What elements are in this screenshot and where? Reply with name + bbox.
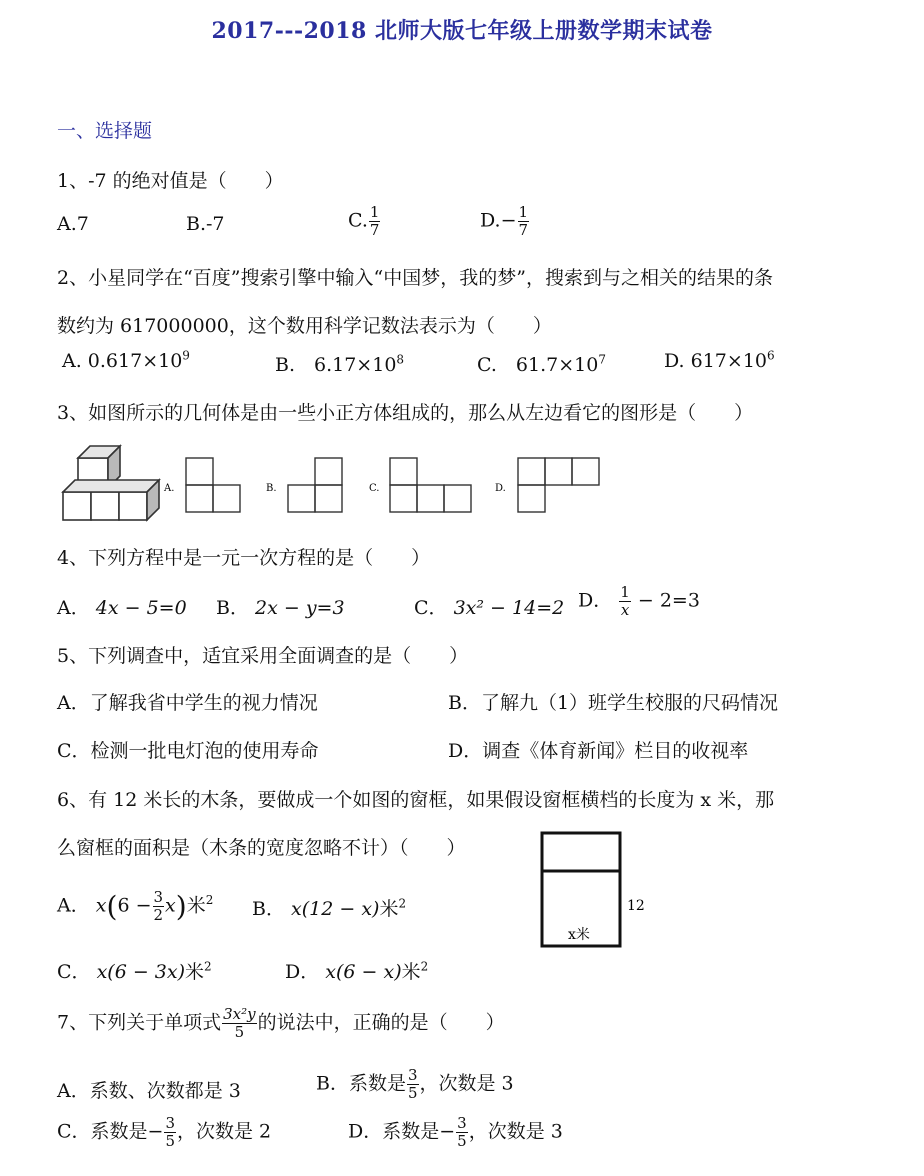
- q6-option-a-lparen: (: [106, 890, 118, 923]
- q7-option-d-pre: D．系数是−: [348, 1120, 456, 1143]
- q6-option-a-fraction: [153, 889, 165, 924]
- q6-option-a-pre: 6 −: [117, 894, 152, 917]
- q6-option-b-unit: 米: [379, 898, 399, 920]
- q7-option-d-fraction: [456, 1115, 468, 1150]
- q1-option-d-num: 1: [518, 203, 529, 221]
- q6-option-a-unit: 米: [186, 894, 206, 917]
- q7-option-b-pre: B．系数是: [316, 1072, 406, 1095]
- q7-stem-post: 的说法中，正确的是（ ）: [257, 1011, 505, 1034]
- q4-option-d-den-var: x: [620, 601, 630, 619]
- q4-option-c-label: C．: [414, 597, 448, 619]
- q4-option-a-expr: 4x − 5=0: [95, 597, 187, 619]
- q7-option-b-num: 3: [407, 1066, 418, 1084]
- q7-option-d: [348, 1115, 563, 1150]
- q7-stem-pre: 7、下列关于单项式: [57, 1011, 222, 1034]
- q7-option-a: A．系数、次数都是 3: [57, 1080, 241, 1102]
- q4-option-c-expr: 3x² − 14=2: [453, 597, 565, 619]
- q6-option-a-den: 2: [153, 906, 164, 924]
- q4-option-b-expr: 2x − y=3: [255, 597, 345, 619]
- q7-option-b-post: ，次数是 3: [419, 1072, 514, 1095]
- q6-option-a-label: A．: [57, 894, 90, 917]
- q7-option-c: [57, 1115, 271, 1150]
- q3-stem: 3、如图所示的几何体是由一些小正方体组成的，那么从左边看它的图形是（ ）: [57, 402, 754, 424]
- q6-frame-bottom-label: x米: [568, 927, 590, 943]
- q3-label-d: D.: [495, 483, 506, 494]
- q2-option-d-text: D. 617×10: [664, 350, 767, 372]
- q6-option-d-expr: x(6 − x): [325, 961, 402, 983]
- q7-stem-num-expr: 3x²y: [223, 1005, 256, 1023]
- q5-option-c: C．检测一批电灯泡的使用寿命: [57, 740, 319, 762]
- q1-option-c-prefix: C.: [348, 209, 368, 232]
- q1-option-d-prefix: D.−: [480, 209, 517, 232]
- q4-stem: 4、下列方程中是一元一次方程的是（ ）: [57, 547, 431, 569]
- q2-stem-line1: 2、小星同学在“百度”搜索引擎中输入“中国梦，我的梦”，搜索到与之相关的结果的条: [57, 267, 773, 289]
- q7-stem-num: [222, 1006, 257, 1024]
- q7-stem-fraction: [222, 1006, 257, 1041]
- q6-option-b: [252, 894, 406, 921]
- q6-frame-side-label: 12: [627, 898, 645, 914]
- q6-stem-line2: 么窗框的面积是（木条的宽度忽略不计）（ ）: [57, 837, 466, 859]
- q2-option-c-text: C. 61.7×10: [477, 354, 599, 376]
- q7-stem-den: 5: [234, 1023, 245, 1041]
- q6-option-d-label: D．: [285, 961, 320, 983]
- q1-option-c-num: 1: [369, 203, 380, 221]
- q7-option-d-den: 5: [457, 1132, 467, 1150]
- q6-option-b-label: B．: [252, 898, 285, 920]
- q7-option-c-num: 3: [165, 1114, 176, 1132]
- q6-option-b-unit-exp: 2: [398, 896, 407, 911]
- q6-option-a-post: x: [165, 894, 176, 917]
- q5-option-a: A．了解我省中学生的视力情况: [57, 692, 318, 714]
- q3-label-a: A.: [164, 483, 175, 494]
- q6-option-a-unit-exp: 2: [205, 893, 214, 908]
- q2-option-a-exp: 9: [182, 348, 190, 363]
- q6-option-c-unit: 米: [185, 961, 205, 983]
- q1-option-b: B.-7: [186, 213, 225, 235]
- q6-option-a-rparen: ): [175, 890, 187, 923]
- q2-option-d-exp: 6: [767, 348, 775, 363]
- q2-option-b-text: B. 6.17×10: [275, 354, 397, 376]
- q6-option-c-expr: x(6 − 3x): [96, 961, 186, 983]
- q6-stem-line1: 6、有 12 米长的木条，要做成一个如图的窗框，如果假设窗框横档的长度为 x 米，那: [57, 789, 775, 811]
- q6-option-d: [285, 957, 428, 984]
- q6-option-d-unit-exp: 2: [420, 959, 429, 974]
- q4-option-d-label: D．: [578, 589, 613, 612]
- q5-stem: 5、下列调查中，适宜采用全面调查的是（ ）: [57, 645, 469, 667]
- q4-option-d-num: 1: [620, 583, 630, 601]
- q5-option-b: B．了解九（1）班学生校服的尺码情况: [448, 692, 779, 714]
- q7-option-d-num: 3: [457, 1114, 467, 1132]
- q1-option-d-den: 7: [518, 221, 529, 239]
- q4-option-d-rest: − 2=3: [637, 589, 700, 612]
- q5-option-d: D．调查《体育新闻》栏目的收视率: [448, 740, 749, 762]
- q7-option-c-pre: C．系数是−: [57, 1120, 164, 1143]
- q2-option-b-exp: 8: [396, 352, 405, 367]
- q7-option-d-post: ，次数是 3: [468, 1120, 563, 1143]
- q6-option-c-unit-exp: 2: [204, 959, 212, 974]
- q2-option-a-text: A. 0.617×10: [62, 350, 183, 372]
- q2-stem-line2: 数约为 617000000，这个数用科学记数法表示为（ ）: [57, 315, 552, 337]
- q1-option-a: A.7: [57, 213, 89, 235]
- q6-option-a: [57, 889, 213, 924]
- q7-option-b-den: 5: [407, 1084, 418, 1102]
- q7-option-b: [316, 1067, 514, 1102]
- q3-label-b: B.: [266, 483, 277, 494]
- q4-option-a-label: A．: [57, 597, 90, 619]
- q7-stem: [57, 1006, 505, 1041]
- page-title: 2017---2018 北师大版七年级上册数学期末试卷: [211, 18, 713, 44]
- q6-option-b-expr: x(12 − x): [291, 898, 380, 920]
- q6-option-a-num: 3: [153, 888, 164, 906]
- q7-option-b-fraction: [407, 1067, 419, 1102]
- q6-option-c: [57, 957, 212, 984]
- section-title: 一、选择题: [57, 120, 153, 142]
- q2-option-c-exp: 7: [598, 352, 606, 367]
- q6-option-d-unit: 米: [401, 961, 421, 983]
- q7-option-c-den: 5: [165, 1132, 176, 1150]
- q1-option-c-den: 7: [369, 221, 380, 239]
- q7-option-c-post: ，次数是 2: [177, 1120, 272, 1143]
- q7-option-c-fraction: [164, 1115, 176, 1150]
- q6-option-a-x: x: [95, 894, 107, 917]
- q3-label-c: C.: [369, 483, 380, 494]
- q6-option-c-label: C．: [57, 961, 91, 983]
- q4-option-b-label: B．: [216, 597, 249, 619]
- q1-stem: 1、-7 的绝对值是（ ）: [57, 170, 284, 192]
